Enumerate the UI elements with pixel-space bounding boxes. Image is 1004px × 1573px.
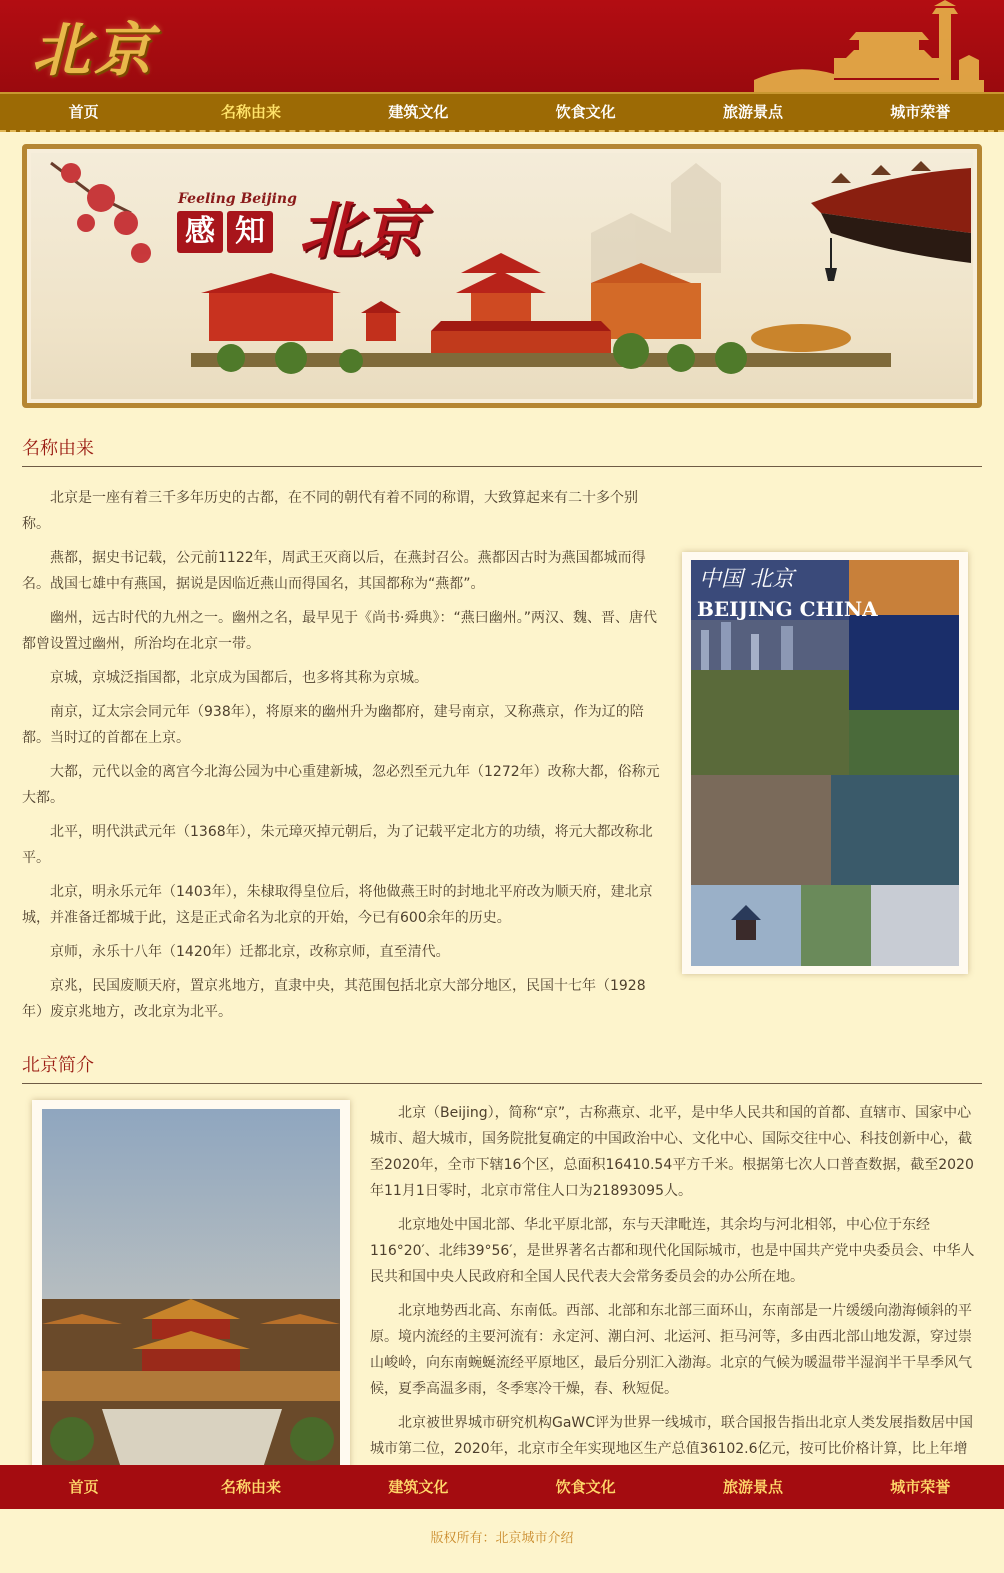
footer-nav — [0, 1465, 1004, 1509]
banner-gan: 感 — [177, 211, 223, 253]
logo-text: 北京 — [32, 16, 157, 84]
main-nav — [0, 92, 1004, 132]
footer-nav-attractions[interactable]: 旅游景点 — [722, 1478, 783, 1496]
paragraph: 幽州，远古时代的九州之一。幽州之名，最早见于《尚书·舜典》：“燕曰幽州。”两汉、魏、晋、唐代都曾设置过幽州，所治均在北京一带。 — [22, 610, 657, 652]
section2-content — [22, 1084, 982, 1494]
banner-landscape-icon — [31, 153, 971, 399]
banner-image — [31, 153, 973, 399]
beijing-collage-photo — [682, 552, 968, 974]
section1-content — [22, 467, 982, 1025]
section2-text — [370, 1092, 980, 1488]
nav-item-attractions[interactable]: 旅游景点 — [722, 103, 783, 121]
nav-item-honors[interactable]: 城市荣誉 — [890, 103, 951, 121]
collage-caption-en: BEIJING CHINA — [697, 597, 878, 621]
footer-nav-architecture[interactable]: 建筑文化 — [388, 1478, 449, 1496]
collage-image-icon — [691, 560, 959, 966]
section-name-origin — [22, 434, 982, 1025]
banner-ganzhi — [177, 211, 273, 253]
nav-item-food[interactable]: 饮食文化 — [555, 103, 616, 121]
paragraph: 南京，辽太宗会同元年（938年），将原来的幽州升为幽都府，建号南京，又称燕京，作为辽的陪都。当时辽的首都在上京。 — [22, 704, 644, 746]
forbidden-city-image-icon — [42, 1109, 340, 1471]
paragraph: 京师，永乐十八年（1420年）迁都北京，改称京师，直至清代。 — [50, 944, 450, 960]
paragraph: 北京（Beijing），简称“京”，古称燕京、北平，是中华人民共和国的首都、直辖市、国家中心城市、超大城市，国务院批复确定的中国政治中心、文化中心、国际交往中心、科技创新中心，截至2020年，全市下辖16个区，总面积16410.54平方千米。根据第七次人口普查数据，截至2020年11月1日零时，北京市常住人口为21893095人。 — [370, 1105, 974, 1199]
footer-nav-home[interactable]: 首页 — [68, 1478, 99, 1496]
section-title: 北京简介 — [22, 1051, 982, 1084]
paragraph: 北京地处中国北部、华北平原北部，东与天津毗连，其余均与河北相邻，中心位于东经116°20′、北纬39°56′，是世界著名古都和现代化国际城市，也是中国共产党中央委员会、中华人民共和国中央人民政府和全国人民代表大会常务委员会的办公所在地。 — [370, 1217, 975, 1285]
paragraph: 大都，元代以金的离宫今北海公园为中心重建新城，忽必烈至元九年（1272年）改称大都，俗称元大都。 — [22, 764, 660, 806]
paragraph: 北京，明永乐元年（1403年），朱棣取得皇位后，将他做燕王时的封地北平府改为顺天府，建北京城，并准备迁都城于此，这是正式命名为北京的开始，今已有600余年的历史。 — [22, 884, 653, 926]
tiananmen-skyline-icon — [754, 0, 984, 92]
section-title: 名称由来 — [22, 434, 982, 467]
paragraph: 北京被世界城市研究机构GaWC评为世界一线城市，联合国报告指出北京人类发展指数居中国城市第二位，2020年，北京市全年实现地区生产总值36102.6亿元，按可比价格计算，比上年增 — [370, 1415, 974, 1457]
nav-item-architecture[interactable]: 建筑文化 — [388, 103, 449, 121]
nav-item-name-origin[interactable]: 名称由来 — [220, 103, 281, 121]
footer-nav-name-origin[interactable]: 名称由来 — [220, 1478, 281, 1496]
banner-title: 北京 — [299, 194, 424, 267]
collage-caption-cn: 中国 北京 — [699, 567, 794, 592]
paragraph: 燕都，据史书记载，公元前1122年，周武王灭商以后，在燕封召公。燕都因古时为燕国都城而得名。战国七雄中有燕国，据说是因临近燕山而得国名，其国都称为“燕都”。 — [22, 550, 646, 592]
section1-text — [22, 467, 664, 1025]
banner-feeling-text: Feeling Beijing — [178, 191, 297, 207]
nav-item-home[interactable]: 首页 — [68, 103, 99, 121]
section-intro — [22, 1051, 982, 1494]
paragraph: 北京地势西北高、东南低。西部、北部和东北部三面环山，东南部是一片缓缓向渤海倾斜的平原。境内流经的主要河流有：永定河、潮白河、北运河、拒马河等，多由西北部山地发源，穿过崇山峻岭，向东南蜿蜒流经平原地区，最后分别汇入渤海。北京的气候为暖温带半湿润半干旱季风气候，夏季高温多雨，冬季寒冷干燥，春、秋短促。 — [370, 1303, 972, 1397]
footer-nav-honors[interactable]: 城市荣誉 — [890, 1478, 951, 1496]
paragraph: 京兆，民国废顺天府，置京兆地方，直隶中央，其范围包括北京大部分地区，民国十七年（1928年）废京兆地方，改北京为北平。 — [22, 978, 646, 1020]
banner-zhi: 知 — [227, 211, 273, 253]
forbidden-city-photo — [32, 1100, 350, 1480]
paragraph: 京城，京城泛指国都，北京成为国都后，也多将其称为京城。 — [50, 670, 428, 686]
footer-nav-food[interactable]: 饮食文化 — [555, 1478, 616, 1496]
paragraph: 北京是一座有着三千多年历史的古都，在不同的朝代有着不同的称谓，大致算起来有二十多个别称。 — [22, 490, 638, 532]
site-logo[interactable] — [32, 10, 157, 84]
site-header — [0, 0, 1004, 92]
hero-banner — [22, 144, 982, 408]
copyright-text: 版权所有：北京城市介绍 — [430, 1531, 574, 1546]
paragraph: 北平，明代洪武元年（1368年），朱元璋灭掉元朝后，为了记载平定北方的功绩，将元大都改称北平。 — [22, 824, 653, 866]
